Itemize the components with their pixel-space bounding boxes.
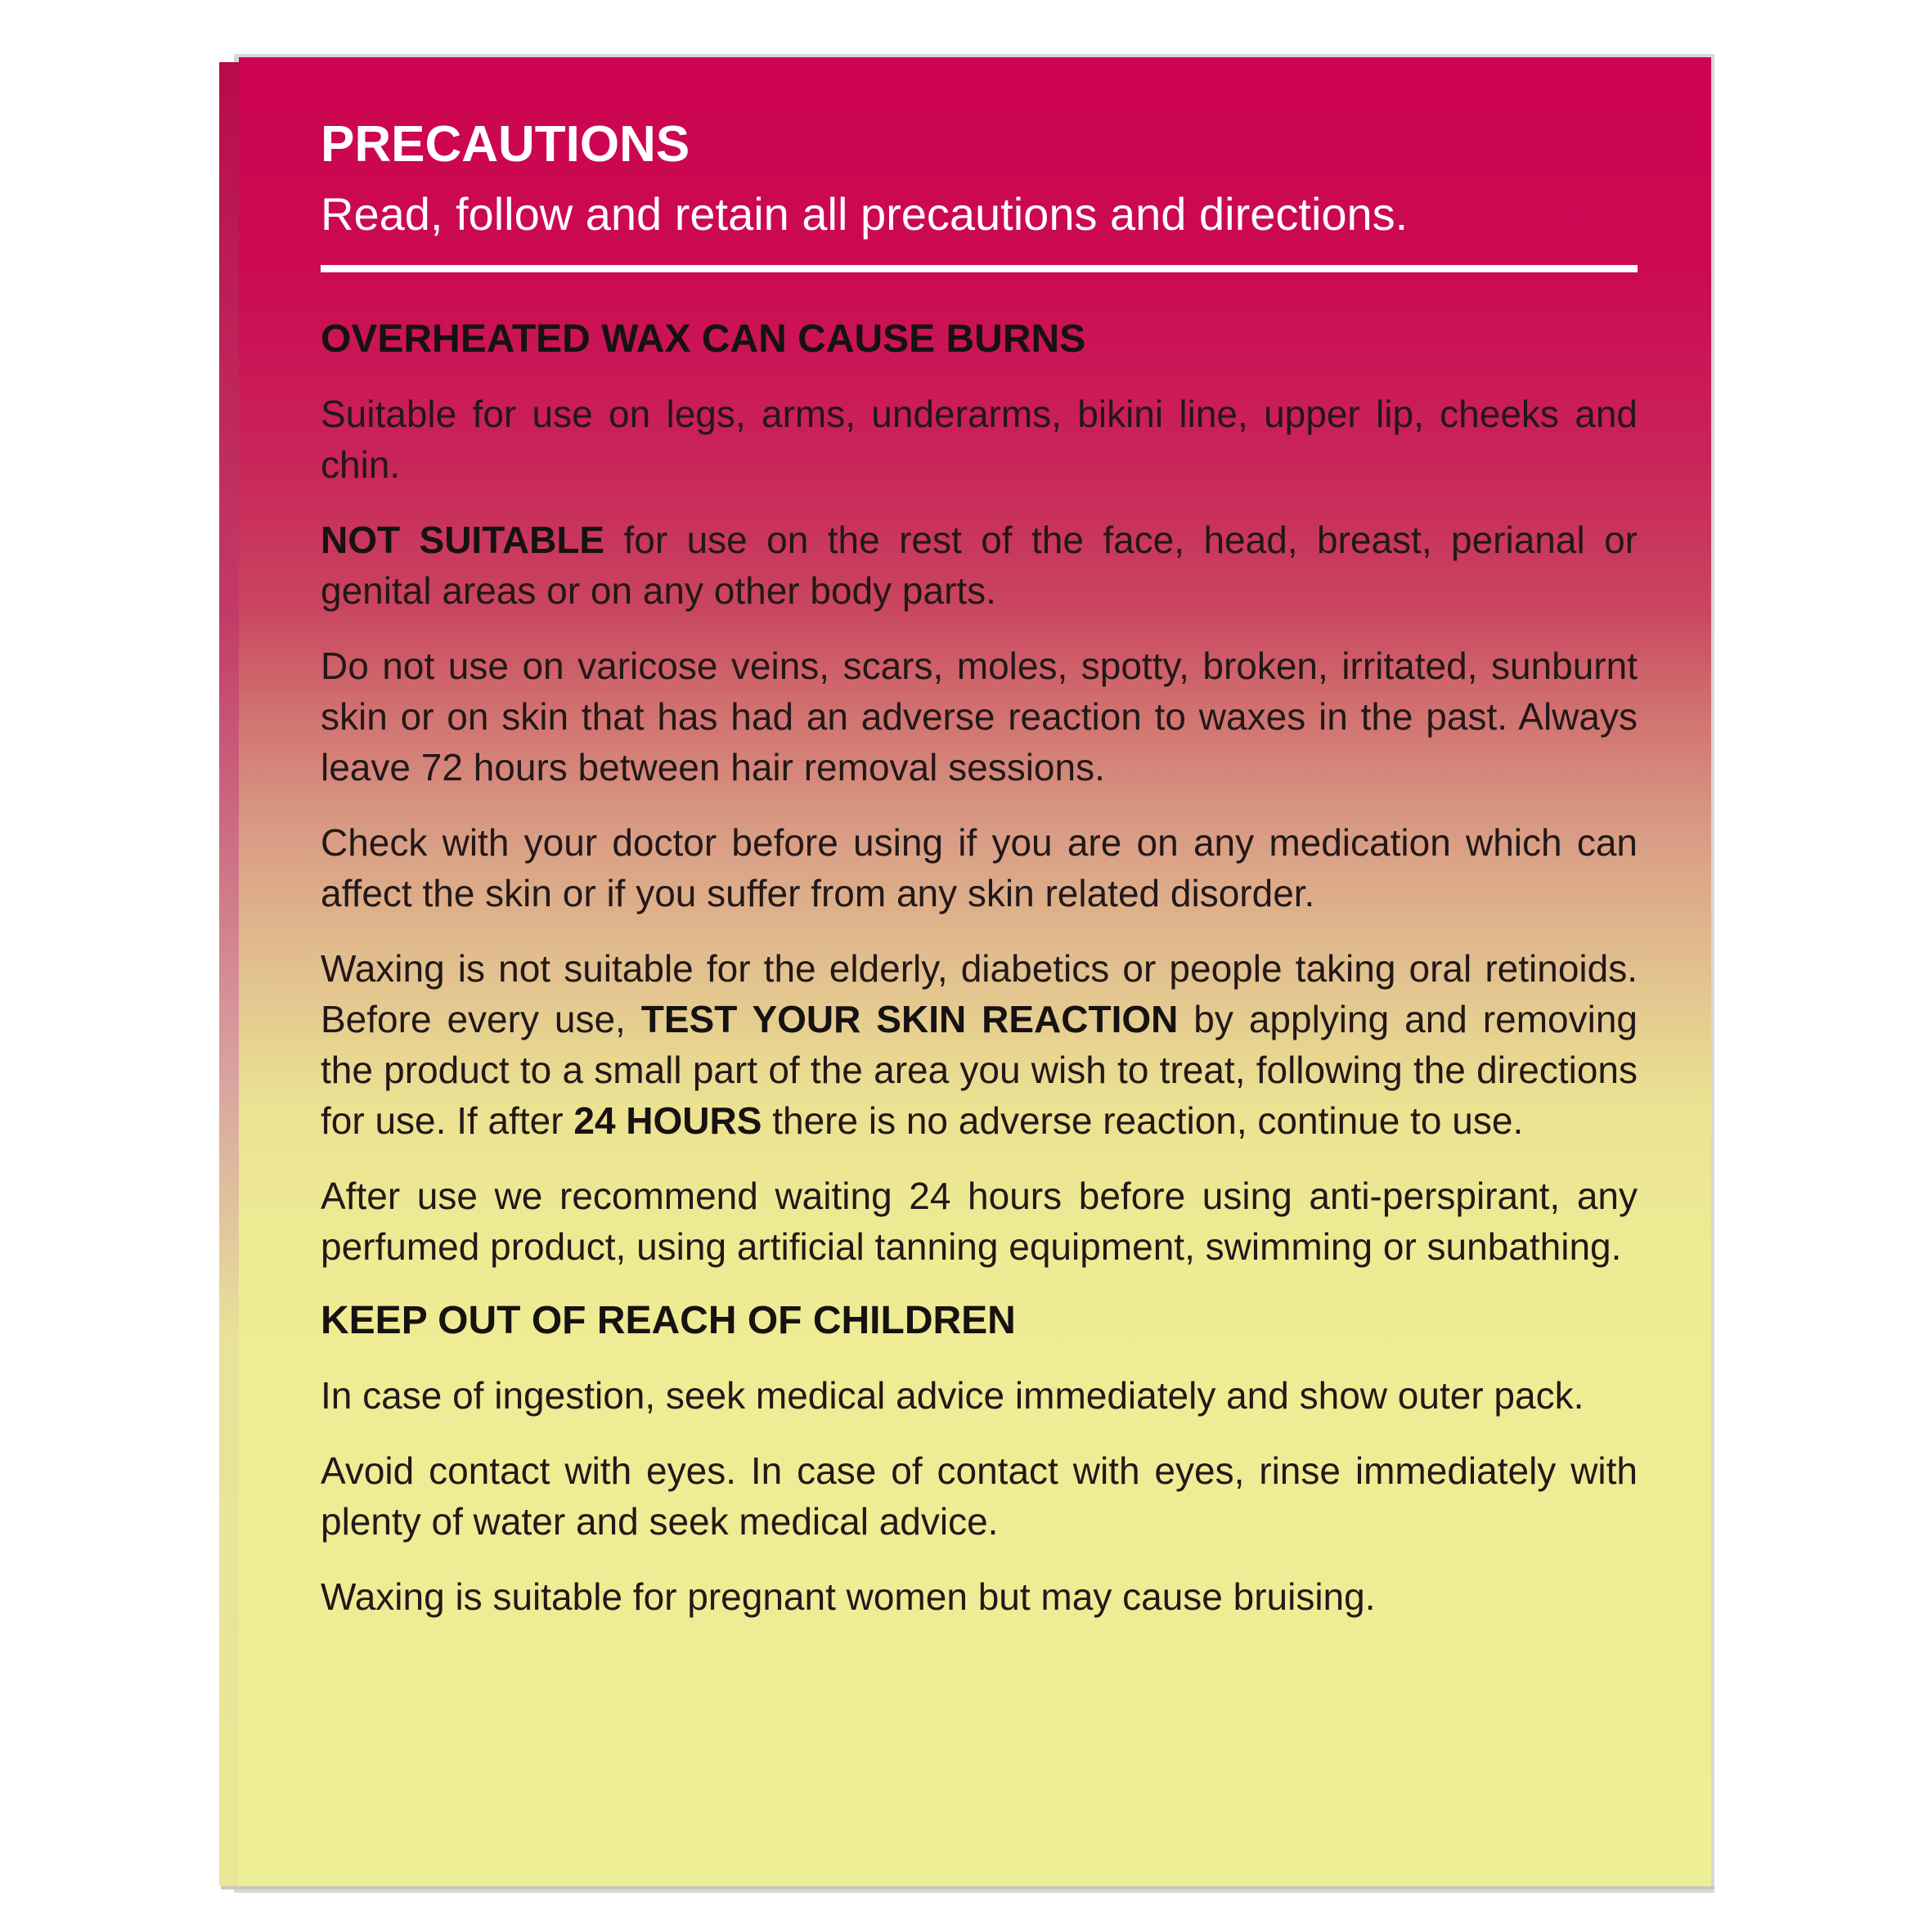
after-use-text: After use we recommend waiting 24 hours before using anti-perspirant, any perfumed product, using artificial tanning equipment, swimming or sunbathing. (321, 1175, 1638, 1268)
divider-rule (321, 265, 1638, 272)
skin-test-part-b: by applying and removing the product to a small part of the area you wish to treat, following the directions for use. If after (321, 998, 1638, 1142)
box-bottom-edge (221, 1886, 1714, 1889)
precautions-content (321, 115, 1638, 1622)
eye-contact-text: Avoid contact with eyes. In case of contact with eyes, rinse immediately with plenty of water and seek medical advice. (321, 1449, 1638, 1543)
not-suitable-emphasis: NOT SUITABLE (321, 519, 605, 561)
section-heading-children: KEEP OUT OF REACH OF CHILDREN (321, 1299, 1016, 1342)
box-left-edge (219, 62, 239, 1886)
doctor-check-text: Check with your doctor before using if you are on any medication which can affect the skin or if you suffer from any skin related disorder. (321, 821, 1638, 914)
test-skin-reaction-emphasis: TEST YOUR SKIN REACTION (640, 998, 1179, 1040)
section-heading-burns: OVERHEATED WAX CAN CAUSE BURNS (321, 317, 1086, 361)
skin-conditions-text: Do not use on varicose veins, scars, moles, spotty, broken, irritated, sunburnt skin or on skin that has had an adverse reaction to waxes in the past. Always leave 72 hours between hair removal sessions. (321, 645, 1638, 789)
page-title: PRECAUTIONS (321, 116, 690, 173)
ingestion-text: In case of ingestion, seek medical advice immediately and show outer pack. (321, 1374, 1584, 1417)
twenty-four-hours-emphasis: 24 HOURS (573, 1099, 762, 1142)
suitable-areas-text: Suitable for use on legs, arms, underarms, bikini line, upper lip, cheeks and chin. (321, 393, 1638, 486)
page-subtitle: Read, follow and retain all precautions and directions. (321, 188, 1409, 240)
skin-test-text (321, 943, 1638, 1146)
skin-test-part-a: Waxing is not suitable for the elderly, diabetics or people taking oral retinoids. Before every use, (321, 947, 1638, 1040)
pregnancy-text: Waxing is suitable for pregnant women but may cause bruising. (321, 1575, 1376, 1618)
skin-test-part-c: there is no adverse reaction, continue to use. (762, 1099, 1524, 1142)
not-suitable-rest: for use on the rest of the face, head, breast, perianal or genital areas or on any other body parts. (321, 519, 1638, 612)
not-suitable-text (321, 514, 1638, 616)
